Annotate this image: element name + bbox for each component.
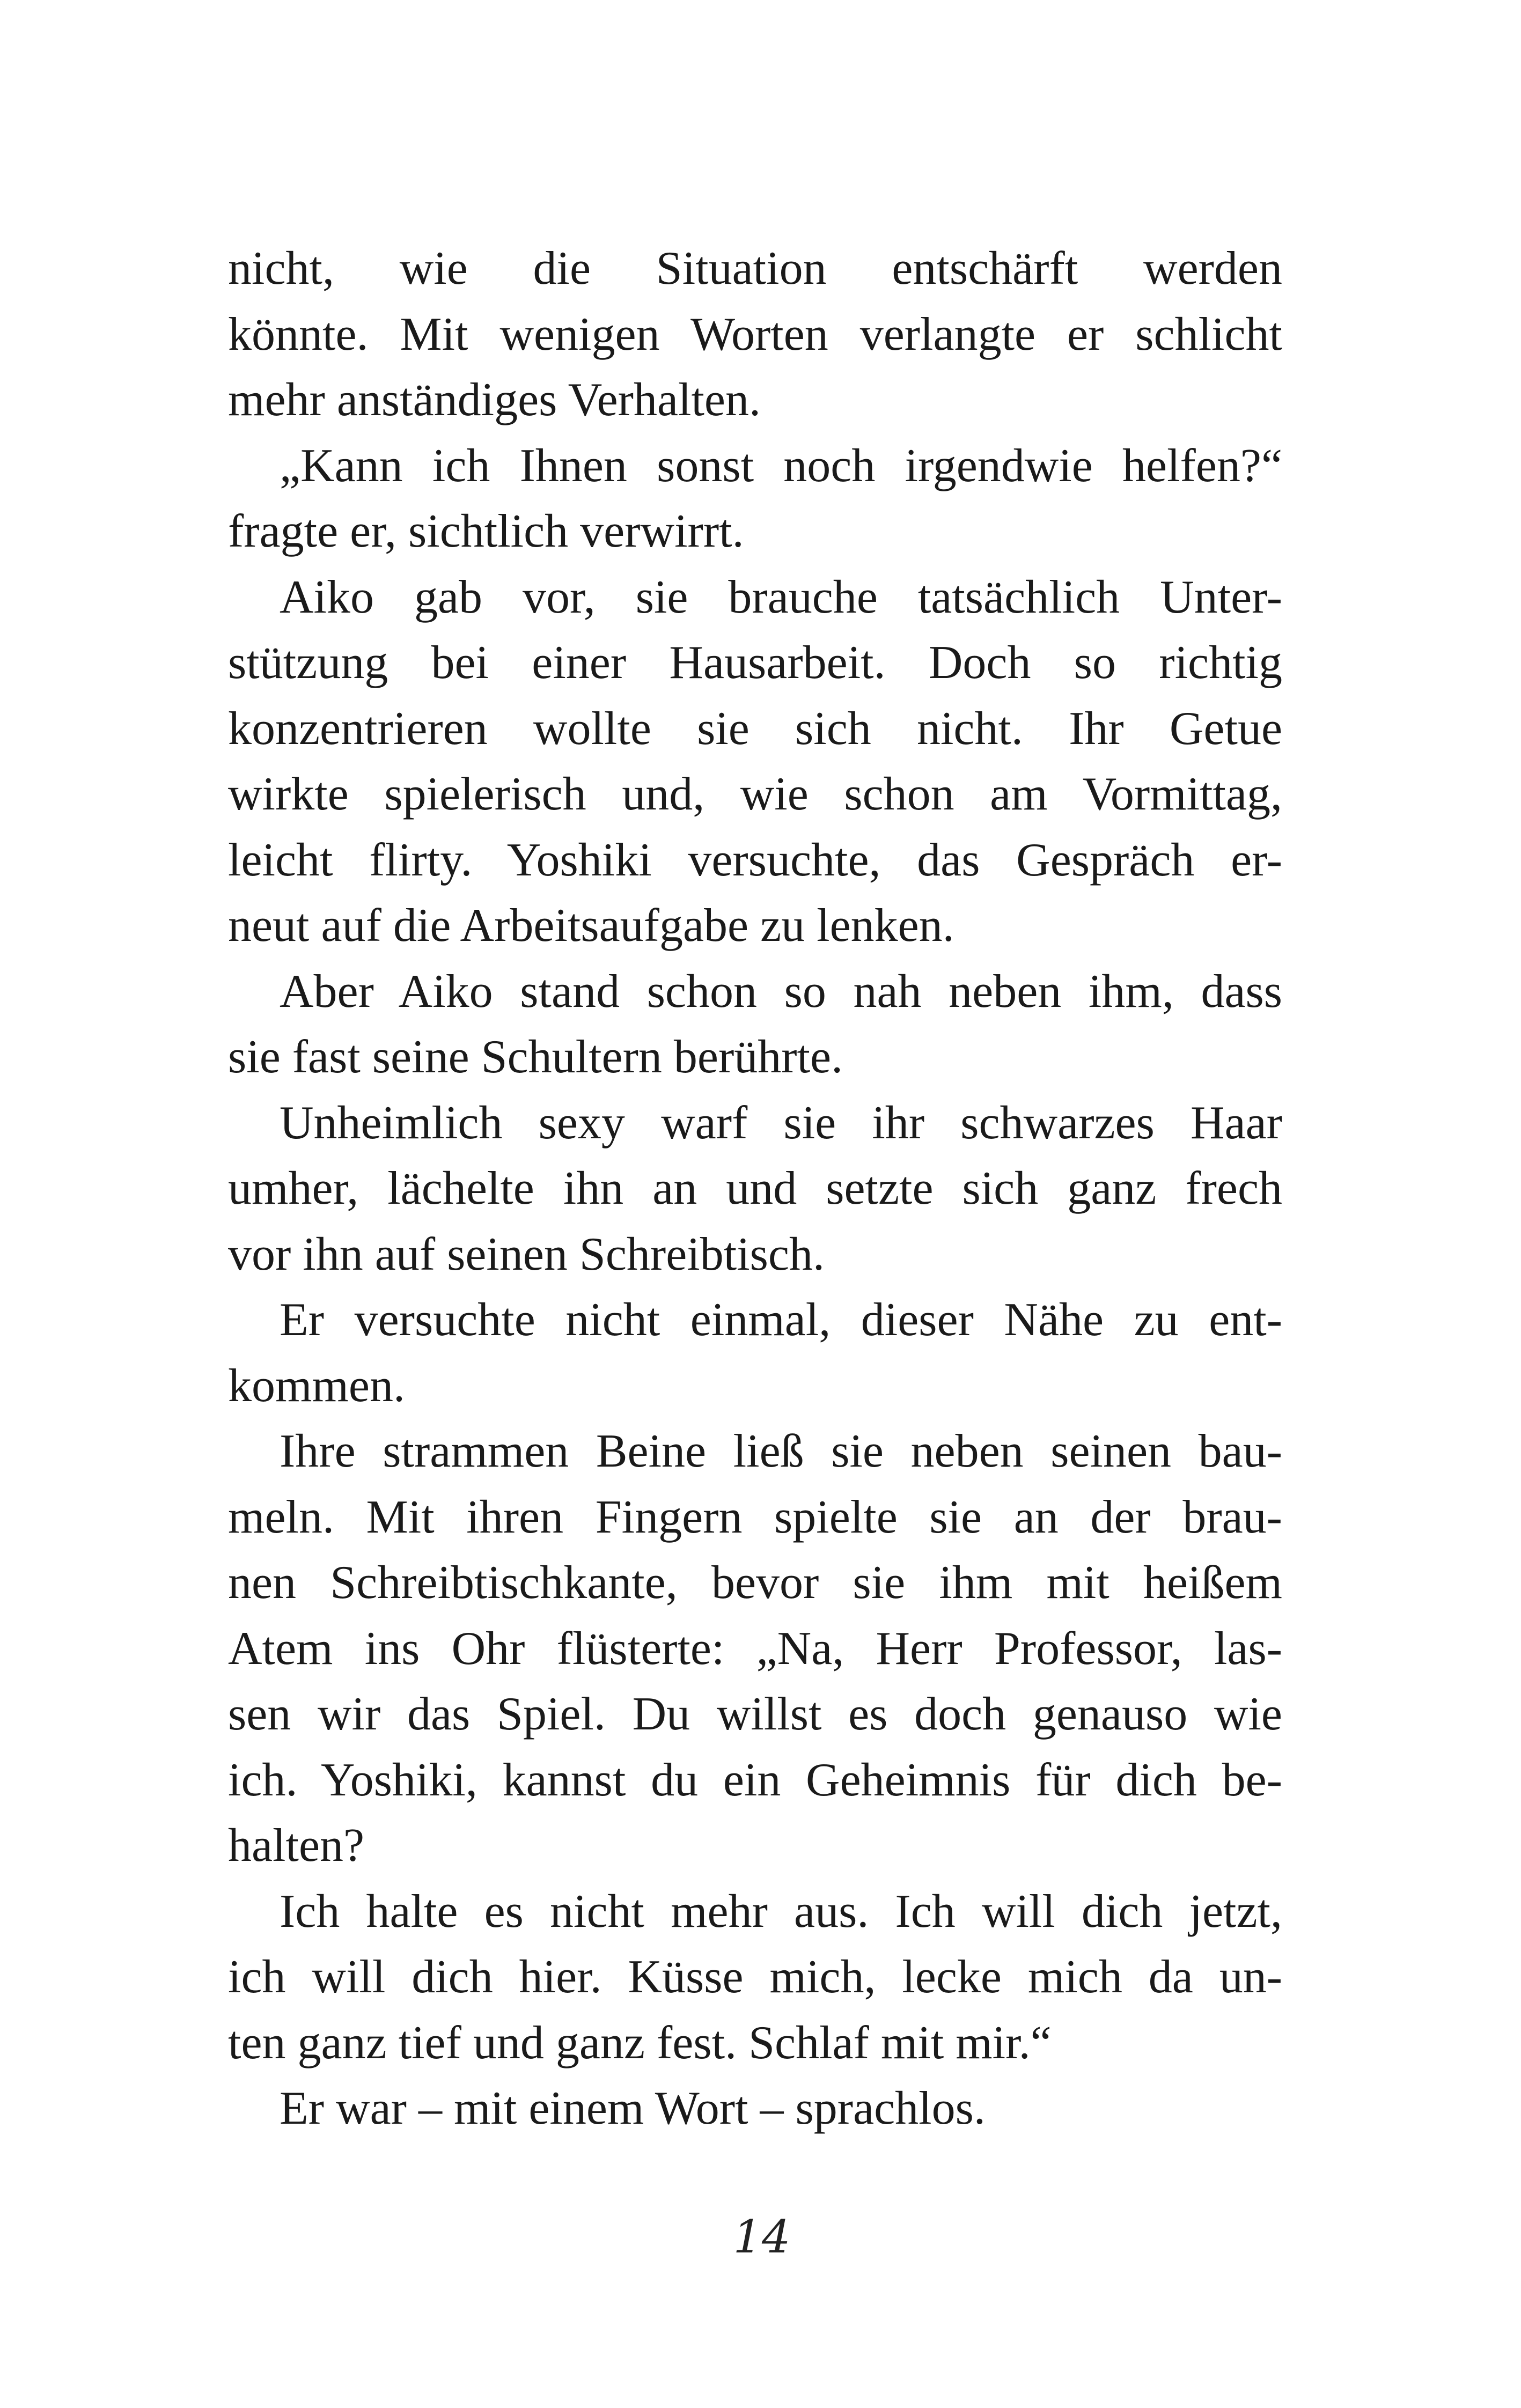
text-line: Aiko gab vor, sie brauche tatsächlich Unter- [280,571,1282,623]
text-line: kommen. [228,1359,405,1412]
text-line: ten ganz tief und ganz fest. Schlaf mit mir.“ [228,2016,1052,2069]
paragraph [228,1419,1282,1879]
text-line: ich. Yoshiki, kannst du ein Geheimnis für dich be- [228,1754,1282,1806]
paragraph [228,1879,1282,2076]
paragraph [228,1287,1282,1419]
text-line: „Kann ich Ihnen sonst noch irgendwie helfen?“ [280,439,1282,492]
text-line: nicht, wie die Situation entschärft werden [228,242,1282,294]
text-line: Atem ins Ohr flüsterte: „Na, Herr Professor, las- [228,1622,1282,1675]
paragraph [228,959,1282,1091]
text-line: stützung bei einer Hausarbeit. Doch so richtig [228,637,1282,689]
text-line: meln. Mit ihren Fingern spielte sie an der brau- [228,1491,1282,1543]
text-line: mehr anständiges Verhalten. [228,374,761,426]
text-line: neut auf die Arbeitsaufgabe zu lenken. [228,900,954,952]
text-line: Ich halte es nicht mehr aus. Ich will dich jetzt, [280,1885,1282,1938]
text-line: sie fast seine Schultern berührte. [228,1031,843,1083]
text-line: Er war – mit einem Wort – sprachlos. [280,2082,986,2134]
text-line: konzentrieren wollte sie sich nicht. Ihr Getue [228,702,1282,755]
paragraph [228,236,1282,433]
paragraph [228,565,1282,959]
text-line: Er versuchte nicht einmal, dieser Nähe zu ent- [280,1294,1282,1346]
paragraph [228,1091,1282,1288]
text-line: Aber Aiko stand schon so nah neben ihm, dass [280,965,1282,1018]
text-line: sen wir das Spiel. Du willst es doch genauso wie [228,1688,1282,1740]
text-line: wirkte spielerisch und, wie schon am Vormittag, [228,768,1282,820]
text-line: fragte er, sichtlich verwirrt. [228,505,744,557]
text-line: Unheimlich sexy warf sie ihr schwarzes Haar [280,1096,1282,1149]
paragraph [228,2076,1282,2142]
text-line: halten? [228,1820,365,1872]
text-line: Ihre strammen Beine ließ sie neben seinen bau- [280,1425,1282,1477]
body-text [228,236,1282,2142]
text-line: könnte. Mit wenigen Worten verlangte er schlicht [228,308,1282,360]
text-line: umher, lächelte ihn an und setzte sich ganz frech [228,1162,1282,1214]
page-number: 14 [733,2211,791,2263]
text-line: nen Schreibtischkante, bevor sie ihm mit heißem [228,1557,1282,1609]
text-line: ich will dich hier. Küsse mich, lecke mich da un- [228,1951,1282,2003]
text-line: vor ihn auf seinen Schreibtisch. [228,1228,825,1280]
text-line: leicht flirty. Yoshiki versuchte, das Gespräch er- [228,834,1282,886]
paragraph [228,433,1282,565]
